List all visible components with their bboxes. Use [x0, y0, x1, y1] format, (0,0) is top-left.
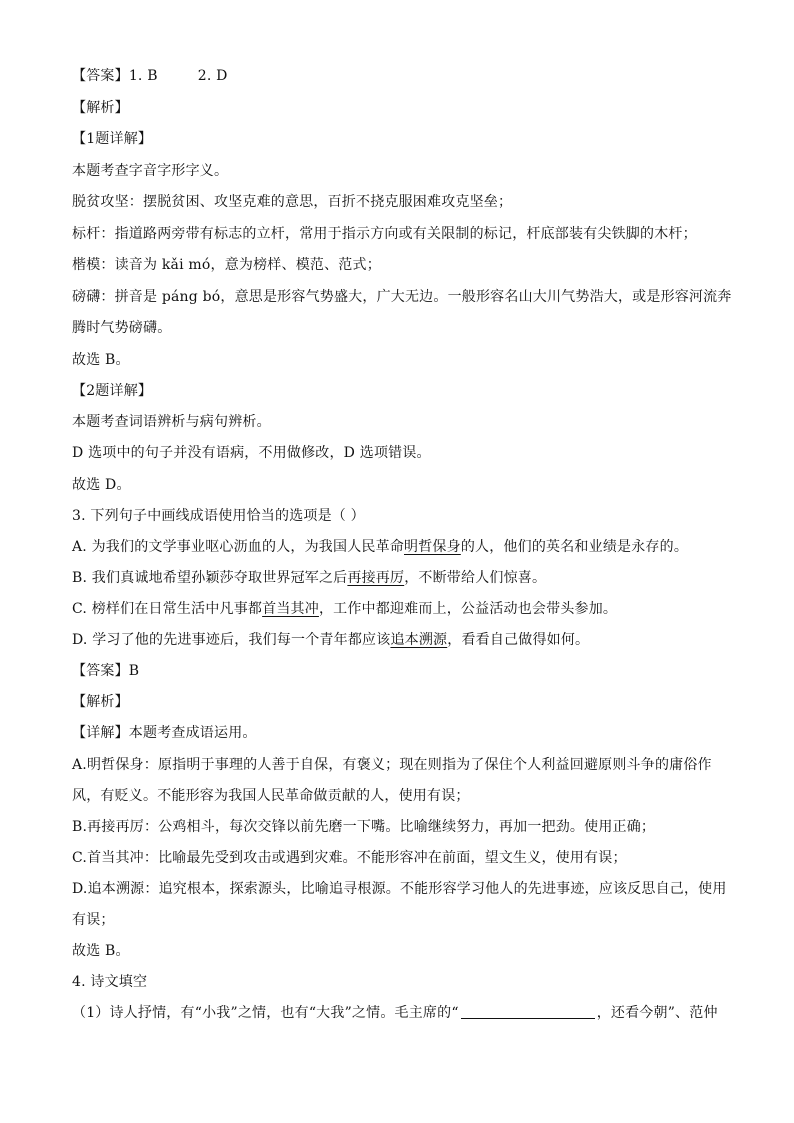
q2-line-1: D 选项中的句子并没有语病，不用做修改，D 选项错误。 [72, 445, 431, 461]
q1-line-3: 楷模：读音为 kǎi mó，意为榜样、模范、范式； [72, 257, 381, 273]
q3-explain-d1: D.追本溯源：追究根本，探索源头，比喻追寻根源。不能形容学习他人的先进事迹，应该反思自己，使用 [72, 881, 727, 897]
q1-choose: 故选 B。 [72, 352, 130, 368]
answer-1: 1. B [128, 68, 158, 84]
q3-explain-c: C.首当其冲：比喻最先受到攻击或遇到灾难。不能形容冲在前面，望文生义，使用有误； [72, 850, 627, 866]
q3-option-d: D. 学习了他的先进事迹后，我们每一个青年都应该追本溯源，看看自己做得如何。 [72, 632, 590, 648]
analysis-label-1: 【解析】 [72, 100, 129, 116]
q2-intro: 本题考查词语辨析与病句辨析。 [72, 414, 271, 430]
q3-option-a: A. 为我们的文学事业呕心沥血的人，为我国人民革命明哲保身的人，他们的英名和业绩是永存的。 [72, 539, 689, 555]
q3-stem: 3. 下列句子中画线成语使用恰当的选项是（ ） [72, 508, 365, 524]
fill-in-blank[interactable] [461, 1004, 595, 1019]
underlined-idiom-d: 追本溯源 [390, 632, 448, 648]
q3-explain-d2: 有误； [72, 912, 115, 928]
q3-explain-a2: 风，有贬义。不能形容为我国人民革命做贡献的人，使用有误； [72, 788, 470, 804]
underlined-idiom-b: 再接再厉 [347, 570, 405, 586]
q3-option-b: B. 我们真诚地希望孙颖莎夺取世界冠军之后再接再厉，不断带给人们惊喜。 [72, 570, 547, 586]
q3-detail: 【详解】本题考查成语运用。 [72, 725, 257, 741]
q3-option-c: C. 榜样们在日常生活中凡事都首当其冲，工作中都迎难而上，公益活动也会带头参加。 [72, 601, 618, 617]
underlined-idiom-c: 首当其冲 [262, 601, 319, 617]
q1-line-4b: 腾时气势磅礴。 [72, 320, 172, 336]
q4-stem: 4. 诗文填空 [72, 974, 148, 990]
answer-2: 2. D [197, 68, 228, 84]
q1-intro: 本题考查字音字形字义。 [72, 163, 229, 179]
q1-line-2: 标杆：指道路两旁带有标志的立杆，常用于指示方向或有关限制的标记，杆底部装有尖铁脚的木杆； [72, 226, 697, 242]
answer-tag: 【答案】 [72, 68, 129, 84]
q1-line-4a: 磅礴：拼音是 páng bó，意思是形容气势盛大，广大无边。一般形容名山大川气势浩大，或是形容河流奔 [72, 289, 732, 305]
q3-explain-b: B.再接再厉：公鸡相斗，每次交锋以前先磨一下嘴。比喻继续努力，再加一把劲。使用正确； [72, 819, 656, 835]
underlined-idiom-a: 明哲保身 [404, 539, 461, 555]
q4-line-1: （1）诗人抒情，有“小我”之情，也有“大我”之情。毛主席的“ ，还看今朝”、范仲 [72, 1005, 718, 1021]
q1-line-1: 脱贫攻坚：摆脱贫困、攻坚克难的意思，百折不挠克服困难攻克坚垒； [72, 194, 513, 210]
q3-explain-a1: A.明哲保身：原指明于事理的人善于自保，有褒义；现在则指为了保住个人利益回避原则斗争的庸俗作 [72, 757, 712, 773]
q3-answer: 【答案】B [72, 663, 140, 679]
q3-analysis-label: 【解析】 [72, 694, 129, 710]
answer-line-1 [72, 66, 228, 86]
q2-detail-label: 【2题详解】 [72, 383, 153, 399]
q2-choose: 故选 D。 [72, 477, 131, 493]
q3-choose: 故选 B。 [72, 943, 130, 959]
q1-detail-label: 【1题详解】 [72, 131, 153, 147]
